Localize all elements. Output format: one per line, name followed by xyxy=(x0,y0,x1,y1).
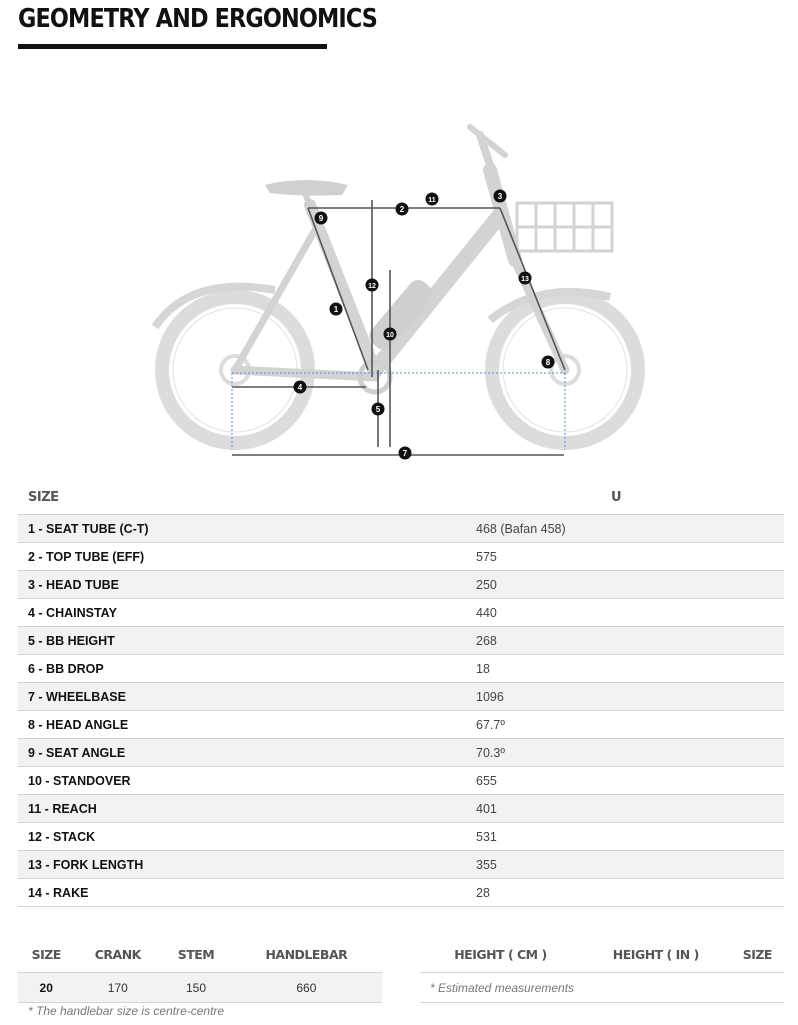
table-row xyxy=(18,655,784,683)
height-cm-header: HEIGHT ( CM ) xyxy=(420,937,581,973)
table-row xyxy=(18,515,784,543)
table-row xyxy=(18,973,382,1003)
row-label: 5 - BB HEIGHT xyxy=(18,627,448,655)
row-label: 12 - STACK xyxy=(18,823,448,851)
marker-2 xyxy=(396,203,409,216)
marker-5 xyxy=(372,403,385,416)
table-row xyxy=(18,571,784,599)
marker-11 xyxy=(426,193,439,206)
row-value: 28 xyxy=(448,879,784,907)
row-label: 1 - SEAT TUBE (C-T) xyxy=(18,515,448,543)
components-table xyxy=(18,937,382,1003)
row-value: 268 xyxy=(448,627,784,655)
marker-8 xyxy=(542,356,555,369)
row-value: 575 xyxy=(448,543,784,571)
marker-13 xyxy=(519,272,532,285)
components-handlebar-value: 660 xyxy=(231,973,382,1003)
row-value: 468 (Bafan 458) xyxy=(448,515,784,543)
col-size-header: SIZE xyxy=(18,481,448,515)
components-col-crank: CRANK xyxy=(74,937,161,973)
row-value: 250 xyxy=(448,571,784,599)
svg-text:9: 9 xyxy=(318,214,324,223)
col-u-header: U xyxy=(448,481,784,515)
row-label: 3 - HEAD TUBE xyxy=(18,571,448,599)
table-row xyxy=(420,973,784,1003)
svg-text:1: 1 xyxy=(333,305,339,314)
components-col-handlebar: HANDLEBAR xyxy=(231,937,382,973)
table-row xyxy=(18,823,784,851)
svg-text:7: 7 xyxy=(402,449,408,458)
row-label: 11 - REACH xyxy=(18,795,448,823)
estimated-note: * Estimated measurements xyxy=(420,973,784,1003)
rider-height-table xyxy=(420,937,784,1003)
table-row xyxy=(18,683,784,711)
row-label: 4 - CHAINSTAY xyxy=(18,599,448,627)
row-value: 67.7º xyxy=(448,711,784,739)
height-in-header: HEIGHT ( IN ) xyxy=(581,937,731,973)
table-row xyxy=(18,543,784,571)
marker-12 xyxy=(366,279,379,292)
table-row xyxy=(18,739,784,767)
row-value: 440 xyxy=(448,599,784,627)
svg-text:12: 12 xyxy=(368,283,376,290)
row-label: 10 - STANDOVER xyxy=(18,767,448,795)
row-value: 355 xyxy=(448,851,784,879)
svg-text:2: 2 xyxy=(399,205,405,214)
row-value: 70.3º xyxy=(448,739,784,767)
row-value: 401 xyxy=(448,795,784,823)
bike-geometry-diagram xyxy=(150,115,650,465)
svg-text:4: 4 xyxy=(297,383,303,392)
svg-text:8: 8 xyxy=(545,358,551,367)
row-label: 9 - SEAT ANGLE xyxy=(18,739,448,767)
row-label: 6 - BB DROP xyxy=(18,655,448,683)
marker-10 xyxy=(384,328,397,341)
marker-4 xyxy=(294,381,307,394)
row-value: 18 xyxy=(448,655,784,683)
height-size-header: SIZE xyxy=(731,937,784,973)
table-row xyxy=(18,599,784,627)
table-row xyxy=(18,627,784,655)
components-stem-value: 150 xyxy=(161,973,231,1003)
dotted-guides xyxy=(232,373,565,450)
page-title: GEOMETRY AND ERGONOMICS xyxy=(18,4,378,34)
geometry-table xyxy=(18,481,784,907)
title-underline xyxy=(18,44,327,49)
table-row xyxy=(18,711,784,739)
row-value: 531 xyxy=(448,823,784,851)
table-row xyxy=(18,795,784,823)
row-label: 13 - FORK LENGTH xyxy=(18,851,448,879)
table-row xyxy=(18,851,784,879)
row-value: 655 xyxy=(448,767,784,795)
front-basket xyxy=(517,203,612,251)
handlebar-footnote: * The handlebar size is centre-centre xyxy=(28,1004,225,1018)
table-row xyxy=(18,767,784,795)
marker-9 xyxy=(315,212,328,225)
marker-7 xyxy=(399,447,412,460)
components-col-stem: STEM xyxy=(161,937,231,973)
row-label: 7 - WHEELBASE xyxy=(18,683,448,711)
svg-text:5: 5 xyxy=(375,405,381,414)
components-size-value: 20 xyxy=(18,973,74,1003)
svg-text:11: 11 xyxy=(428,197,436,204)
row-label: 2 - TOP TUBE (EFF) xyxy=(18,543,448,571)
components-col-size: SIZE xyxy=(18,937,74,973)
row-label: 14 - RAKE xyxy=(18,879,448,907)
marker-1 xyxy=(330,303,343,316)
row-value: 1096 xyxy=(448,683,784,711)
table-row xyxy=(18,879,784,907)
marker-3 xyxy=(494,190,507,203)
svg-text:10: 10 xyxy=(386,332,394,339)
svg-text:13: 13 xyxy=(521,276,529,283)
row-label: 8 - HEAD ANGLE xyxy=(18,711,448,739)
svg-text:3: 3 xyxy=(497,192,503,201)
components-crank-value: 170 xyxy=(74,973,161,1003)
